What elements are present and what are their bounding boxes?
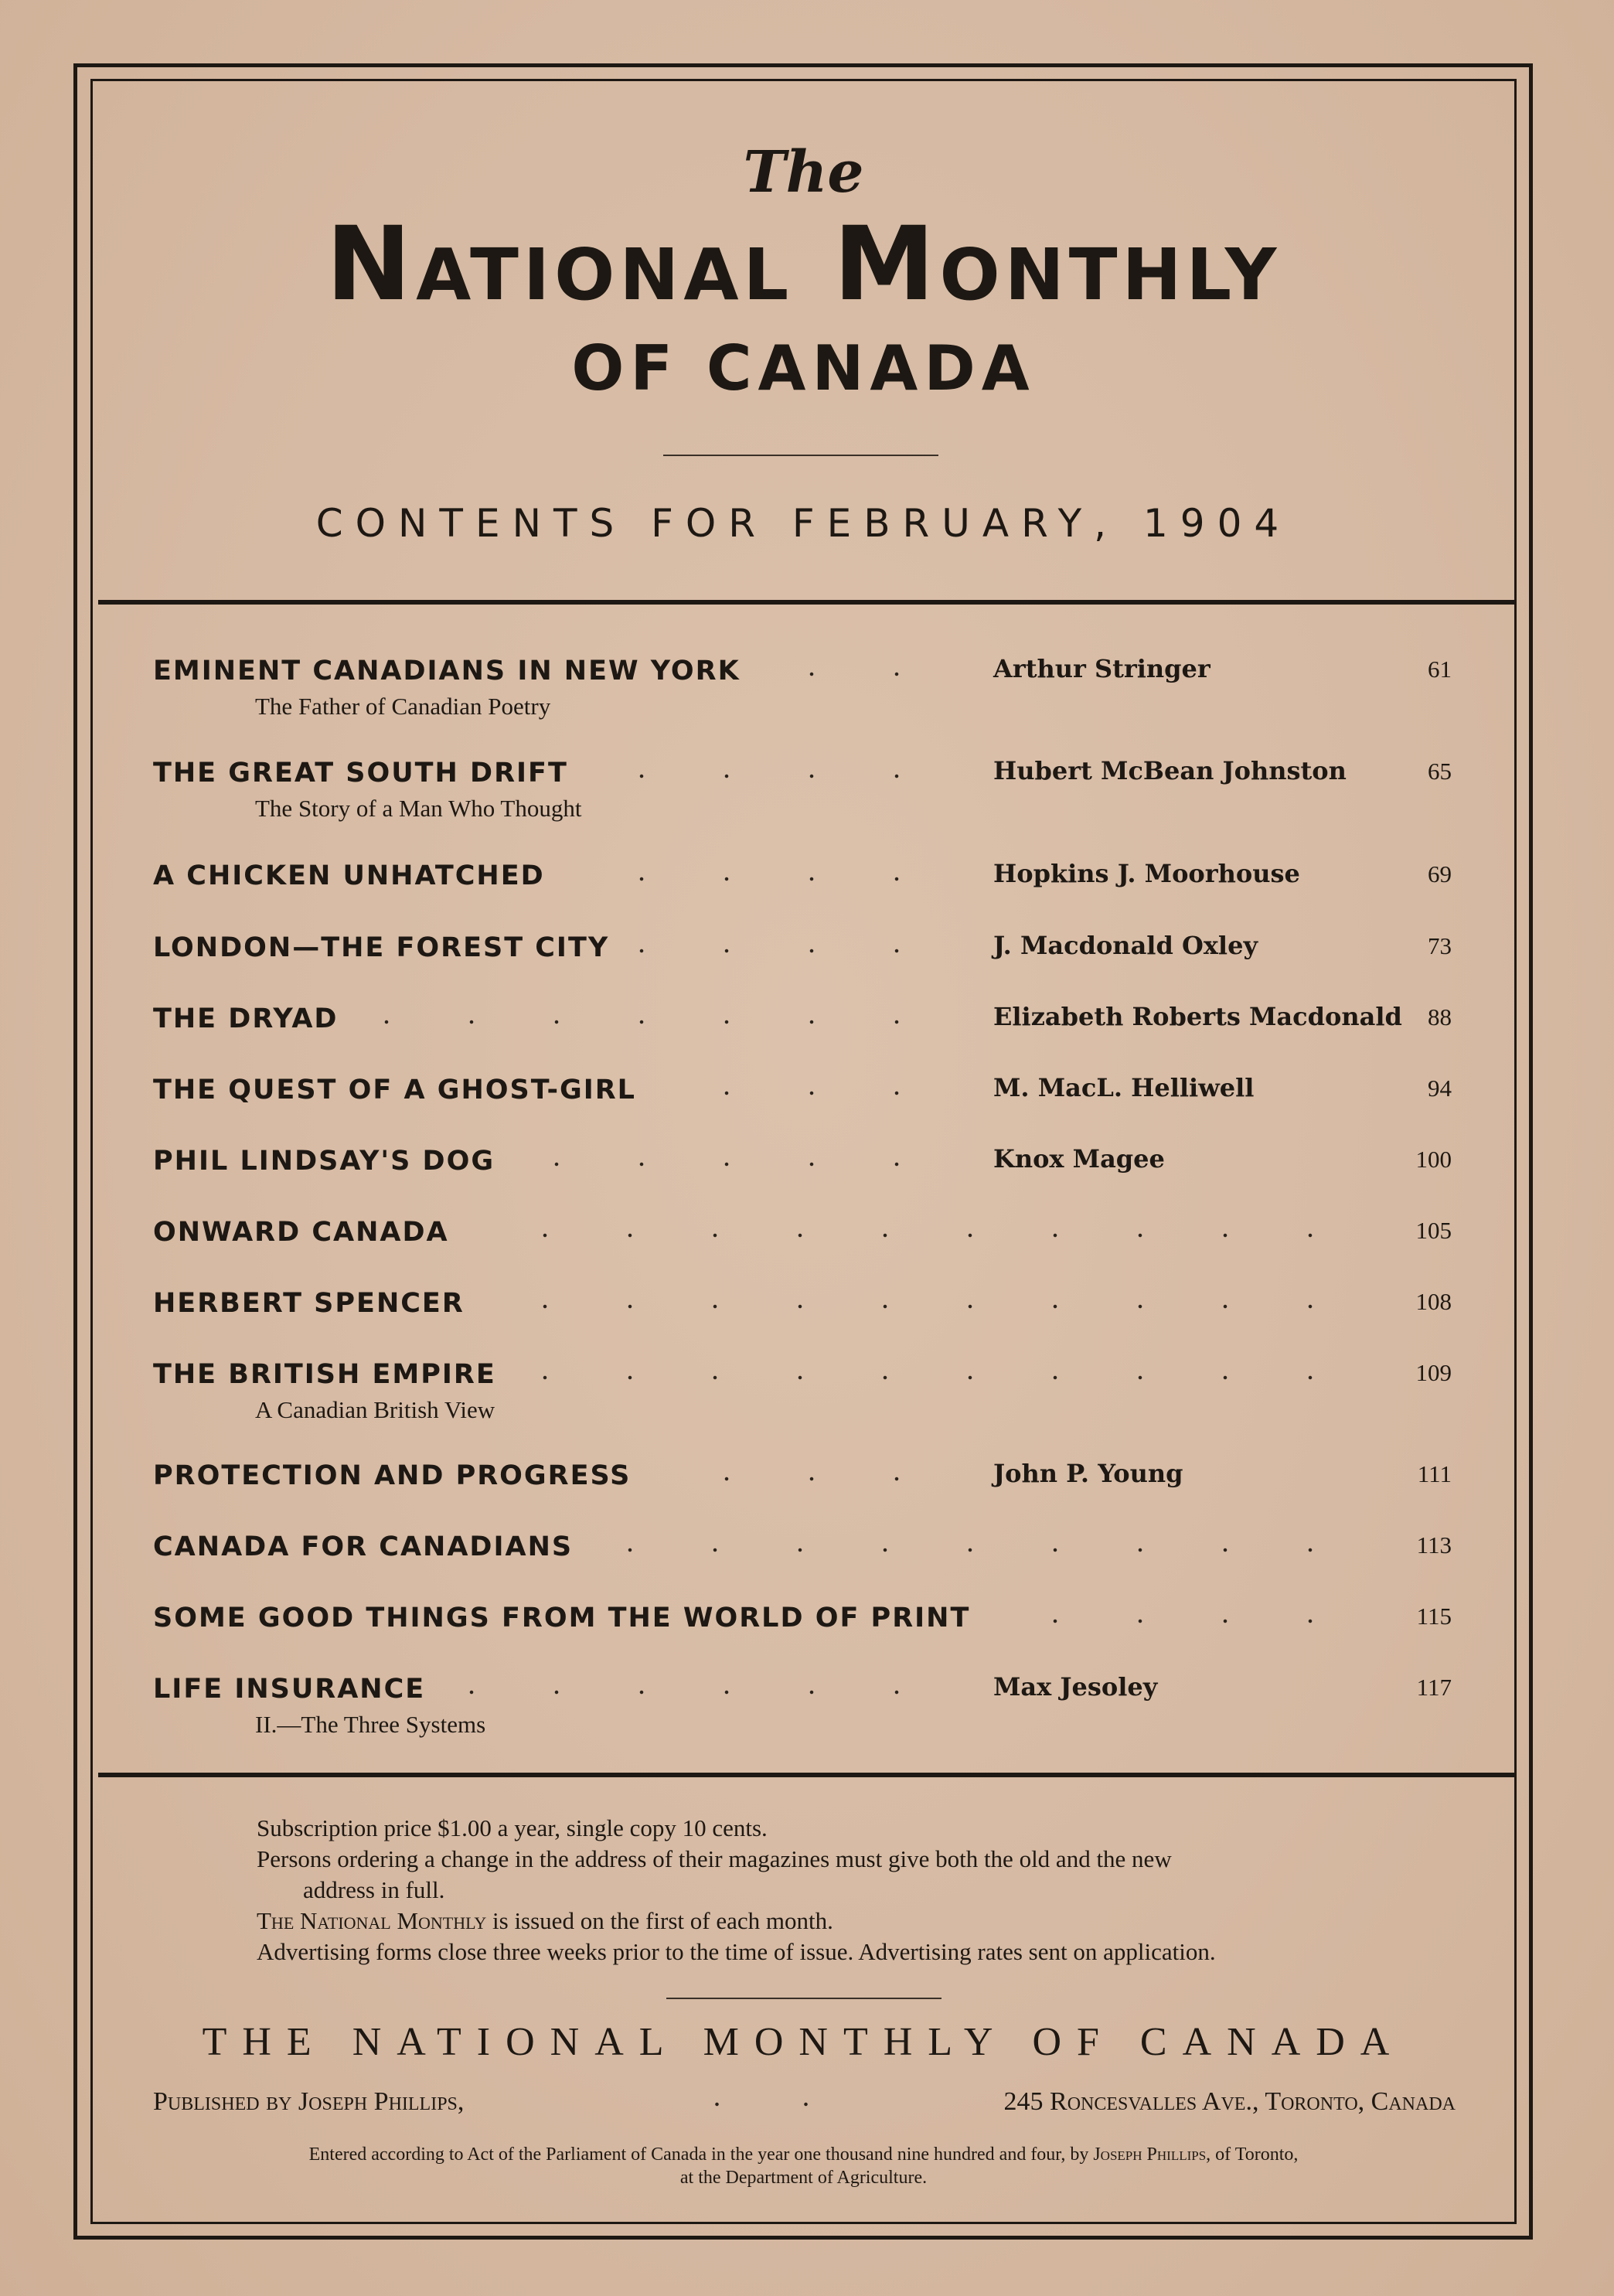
toc-author: J. Macdonald Oxley xyxy=(993,931,1258,960)
masthead-subtitle: OF CANADA xyxy=(571,332,1036,404)
toc-entry xyxy=(0,1359,1614,1444)
toc-author: M. MacL. Helliwell xyxy=(993,1073,1255,1102)
toc-page-number: 105 xyxy=(1415,1217,1452,1244)
toc-page-number: 108 xyxy=(1415,1288,1452,1315)
toc-title: HERBERT SPENCER xyxy=(153,1288,465,1319)
note-address-change: Persons ordering a change in the address of their magazines must give both the old and the new xyxy=(257,1845,1172,1872)
footer-title: THE NATIONAL MONTHLY OF CANADA xyxy=(202,2020,1405,2064)
contents-bottom-rule xyxy=(98,1773,1514,1777)
copyright-notice xyxy=(90,2143,1517,2189)
note-subscription-price: Subscription price $1.00 a year, single copy 10 cents. xyxy=(257,1814,768,1841)
toc-page-number: 111 xyxy=(1417,1460,1452,1487)
dot-leader xyxy=(611,1535,1353,1565)
subscription-notes xyxy=(257,1813,1385,1967)
dot-leader xyxy=(541,1149,939,1180)
toc-page-number: 113 xyxy=(1416,1531,1452,1558)
toc-author: Elizabeth Roberts Macdonald xyxy=(993,1002,1402,1031)
masthead-title: National Monthly xyxy=(325,205,1282,324)
toc-title: CANADA FOR CANADIANS xyxy=(153,1531,574,1562)
legal-name: Joseph Phillips xyxy=(1093,2144,1207,2165)
toc-page-number: 115 xyxy=(1416,1603,1452,1630)
legal-text: Entered according to Act of the Parliament of Canada in the year one thousand nine hundred and four, by xyxy=(308,2144,1094,2165)
toc-page-number: 73 xyxy=(1428,932,1452,959)
legal-department: at the Department of Agriculture. xyxy=(679,2168,928,2188)
toc-entry xyxy=(0,1674,1614,1759)
note-address-change-cont: address in full. xyxy=(303,1876,445,1903)
toc-author: Hopkins J. Moorhouse xyxy=(993,859,1300,888)
toc-author: Knox Magee xyxy=(993,1144,1165,1174)
toc-page-number: 117 xyxy=(1416,1674,1452,1701)
toc-subtitle: II.—The Three Systems xyxy=(255,1711,486,1738)
toc-subtitle: A Canadian British View xyxy=(255,1396,495,1423)
dot-leader xyxy=(777,659,939,690)
toc-title: LONDON—THE FOREST CITY xyxy=(153,932,610,963)
toc-title: SOME GOOD THINGS FROM THE WORLD OF PRINT xyxy=(153,1603,971,1633)
toc-title: THE DRYAD xyxy=(153,1003,339,1034)
toc-title: A CHICKEN UNHATCHED xyxy=(153,860,545,891)
toc-title: THE GREAT SOUTH DRIFT xyxy=(153,758,568,789)
footer-divider xyxy=(666,1998,942,1999)
toc-page-number: 61 xyxy=(1428,656,1452,683)
toc-entry xyxy=(0,656,1614,741)
dot-leader xyxy=(541,1291,1353,1322)
toc-author: Max Jesoley xyxy=(993,1672,1158,1702)
note-advertising: Advertising forms close three weeks prior to the time of issue. Advertising rates sent on application. xyxy=(257,1938,1216,1965)
toc-title: THE QUEST OF A GHOST-GIRL xyxy=(153,1075,636,1105)
dot-leader xyxy=(634,935,939,966)
dot-leader xyxy=(634,761,939,792)
toc-subtitle: The Story of a Man Who Thought xyxy=(255,795,582,822)
contents-heading: CONTENTS FOR FEBRUARY, 1904 xyxy=(315,501,1292,546)
toc-page-number: 88 xyxy=(1428,1003,1452,1030)
publisher-address: 245 Roncesvalles Ave., Toronto, Canada xyxy=(1003,2087,1456,2116)
toc-page-number: 94 xyxy=(1428,1075,1452,1102)
publisher-name: Published by Joseph Phillips, xyxy=(153,2087,465,2116)
toc-title: PHIL LINDSAY'S DOG xyxy=(153,1146,495,1177)
toc-title: ONWARD CANADA xyxy=(153,1217,449,1248)
toc-author: Arthur Stringer xyxy=(993,654,1210,683)
toc-entry xyxy=(0,758,1614,843)
dot-leader xyxy=(464,1677,939,1708)
toc-author: Hubert McBean Johnston xyxy=(993,756,1347,785)
dot-leader xyxy=(672,2087,812,2121)
legal-text-end: , of Toronto, xyxy=(1206,2144,1299,2165)
toc-title: LIFE INSURANCE xyxy=(153,1674,426,1705)
note-issue-date xyxy=(257,1906,1385,1937)
masthead-the: The xyxy=(743,139,864,206)
dot-leader xyxy=(978,1606,1353,1637)
note-issue-text: is issued on the first of each month. xyxy=(486,1907,833,1934)
toc-page-number: 69 xyxy=(1428,860,1452,887)
dot-leader xyxy=(611,864,939,894)
toc-author: John P. Young xyxy=(993,1459,1183,1488)
toc-title: EMINENT CANADIANS IN NEW YORK xyxy=(153,656,741,686)
toc-page-number: 100 xyxy=(1415,1146,1452,1173)
dot-leader xyxy=(696,1078,939,1109)
toc-title: THE BRITISH EMPIRE xyxy=(153,1359,496,1390)
magazine-name: The National Monthly xyxy=(257,1907,487,1934)
toc-title: PROTECTION AND PROGRESS xyxy=(153,1460,632,1491)
toc-page-number: 109 xyxy=(1415,1359,1452,1386)
dot-leader xyxy=(464,1220,1353,1251)
dot-leader xyxy=(541,1362,1353,1393)
toc-subtitle: The Father of Canadian Poetry xyxy=(255,693,551,720)
dot-leader xyxy=(696,1463,939,1494)
dot-leader xyxy=(371,1007,939,1037)
toc-page-number: 65 xyxy=(1428,758,1452,785)
